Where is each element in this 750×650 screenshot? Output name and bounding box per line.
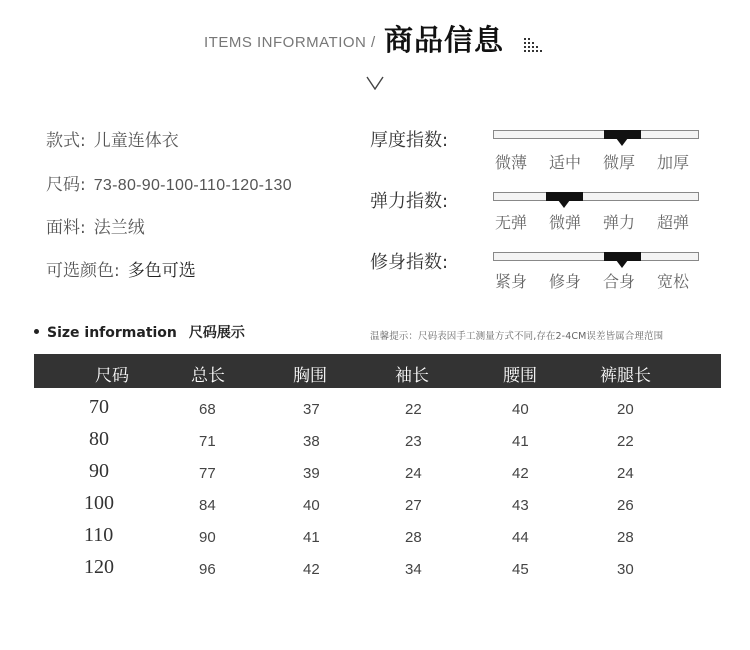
indicator-bar-thickness [493,130,699,139]
indicator-levels-thickness [493,150,705,172]
table-cell: 28 [617,529,634,546]
indicator-levels-fit [493,269,705,291]
table-cell: 44 [512,529,529,546]
table-cell: 40 [512,401,529,418]
table-cell: 38 [303,433,320,450]
spec-value: 法兰绒 [93,218,145,238]
indicator-level: 微弹 [549,213,582,232]
indicator-level: 弹力 [603,213,636,232]
table-cell: 77 [199,465,216,482]
table-cell: 22 [617,433,634,450]
table-cell: 71 [199,433,216,450]
indicator-bar-elasticity [493,192,699,201]
indicator-pointer-icon [616,260,628,268]
spec-size [46,170,292,195]
indicator-level: 微厚 [603,153,636,172]
spec-value: 多色可选 [127,261,196,281]
table-cell: 96 [199,561,216,578]
size-title-cn: 尺码展示 [188,325,245,341]
table-cell: 30 [617,561,634,578]
spec-fabric [46,213,145,238]
table-cell: 90 [89,460,109,482]
section-header [0,14,750,64]
indicator-pointer-icon [558,200,570,208]
table-cell: 45 [512,561,529,578]
table-cell: 42 [512,465,529,482]
indicator-bar-fit [493,252,699,261]
spec-label: 款式: [46,131,86,151]
column-header: 尺码 [95,366,129,386]
column-header: 袖长 [395,366,429,386]
table-cell: 20 [617,401,634,418]
indicator-level: 合身 [603,272,636,291]
indicator-level: 超弹 [657,213,690,232]
header-title-cn: 商品信息 [384,23,505,57]
table-cell: 90 [199,529,216,546]
column-header: 裤腿长 [600,366,651,386]
table-cell: 70 [89,396,109,418]
spec-label: 尺码: [46,175,86,195]
size-table-header [34,354,721,388]
indicator-pointer-icon [616,138,628,146]
indicator-level: 适中 [549,153,582,172]
dots-decoration-icon [524,36,544,52]
table-cell: 68 [199,401,216,418]
indicator-level: 修身 [549,272,582,291]
size-note: 温馨提示：尺码表因手工测量方式不同,存在2-4CM误差皆属合理范围 [370,331,664,342]
table-cell: 41 [303,529,320,546]
indicator-label-fit: 修身指数: [370,252,449,273]
table-cell: 43 [512,497,529,514]
table-cell: 37 [303,401,320,418]
table-cell: 41 [512,433,529,450]
indicator-levels-elasticity [493,210,705,232]
column-header: 总长 [191,366,225,386]
table-cell: 26 [617,497,634,514]
indicator-level: 微薄 [495,153,528,172]
indicator-level: 宽松 [657,272,690,291]
spec-label: 可选颜色: [46,261,120,281]
chevron-down-icon [366,76,384,90]
header-title-en: ITEMS INFORMATION / [204,34,376,51]
indicator-level: 紧身 [495,272,528,291]
table-cell: 27 [405,497,422,514]
table-cell: 22 [405,401,422,418]
indicator-level: 加厚 [657,153,690,172]
size-title-en: Size information [47,325,177,341]
table-cell: 80 [89,428,109,450]
indicator-label-thickness: 厚度指数: [370,130,449,151]
table-cell: 100 [84,492,114,514]
bullet-icon [34,329,39,334]
table-cell: 24 [617,465,634,482]
spec-label: 面料: [46,218,86,238]
table-cell: 84 [199,497,216,514]
spec-value: 儿童连体衣 [93,131,179,151]
spec-style [46,126,179,151]
table-cell: 120 [84,556,114,578]
table-cell: 24 [405,465,422,482]
table-cell: 42 [303,561,320,578]
indicator-level: 无弹 [495,213,528,232]
indicator-label-elasticity: 弹力指数: [370,191,449,212]
size-section-title [34,322,245,342]
table-cell: 39 [303,465,320,482]
table-cell: 110 [84,524,114,546]
table-cell: 28 [405,529,422,546]
spec-colors [46,256,196,281]
table-cell: 40 [303,497,320,514]
table-cell: 34 [405,561,422,578]
column-header: 腰围 [503,366,537,386]
spec-value: 73-80-90-100-110-120-130 [93,177,292,194]
column-header: 胸围 [293,366,327,386]
table-cell: 23 [405,433,422,450]
